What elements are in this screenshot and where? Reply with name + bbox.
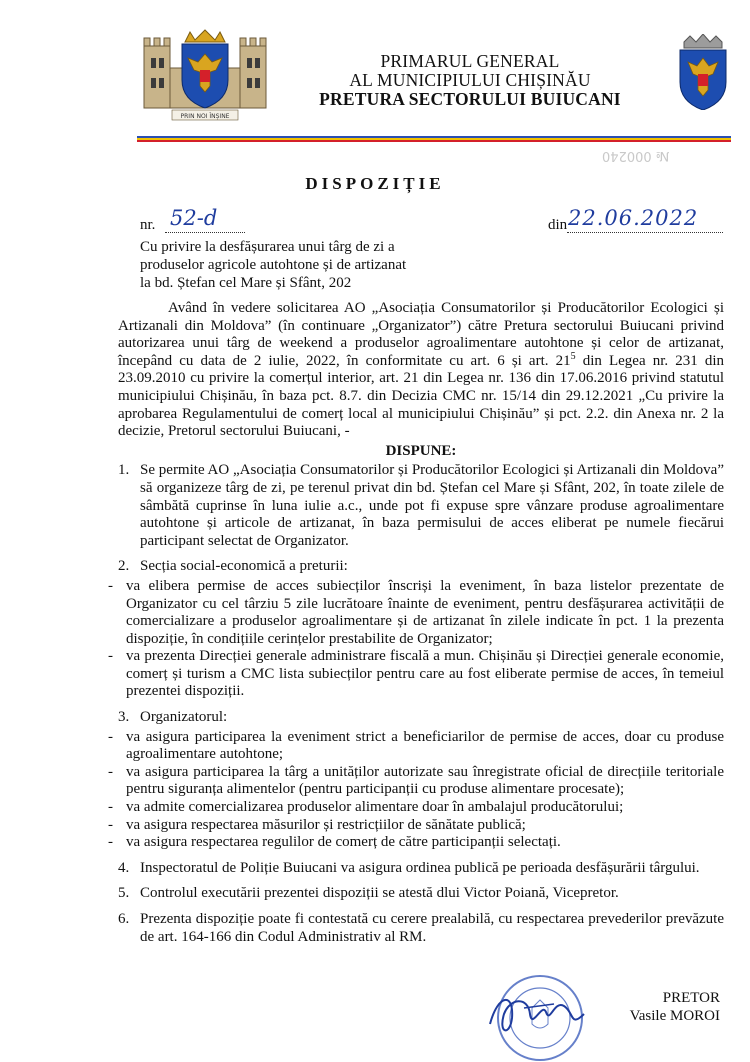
- sub-item: - va asigura participarea la eveniment strict a beneficiarilor de permise de acces, doar cu produse agroalimentare autohtone;: [108, 728, 724, 763]
- sub-item: - va asigura respectarea regulilor de comerț de către participanții selectați.: [108, 834, 561, 851]
- list-item: 5. Controlul executării prezentei dispoziții se atestă dlui Victor Poiană, Vicepretor.: [118, 885, 619, 902]
- document-date: 22.06.2022: [568, 206, 699, 230]
- svg-text:PRIN NOI ÎNȘINE: PRIN NOI ÎNȘINE: [180, 113, 230, 120]
- signer-title: PRETOR: [662, 990, 720, 1006]
- item-3-subitems: [104, 729, 724, 852]
- number-underline: [165, 232, 245, 233]
- dispune-heading: DISPUNE:: [385, 442, 457, 459]
- intro-paragraph: Având în vedere solicitarea AO „Asociația Consumatorilor și Producătorilor Ecologici și Artizanali din Moldova” (în continuare „Organizator”) către Pretura sectorului Buiucani privind autorizarea unui târg de weekend a produselor agroalimentare autohtone și celor de artizanat, începând cu data de 2 iulie, 2022, în conformitate cu art. 6 și art. $21^5$ din Legea nr. 231 din 23.09.2010 cu privire la comerțul interior, art. 21 din Legea nr. 136 din 17.06.2016 privind statutul municipiului Chișinău, în baza pct. 8.7. din Decizia CMC nr. 15/14 din 29.12.2021 „Cu privire la aprobarea Regulamentului de comerț local al municipiului Chișinău” și pct. 2.2. din Anexa nr. 2 la decizie, Pretorul sectorului Buiucani, -: [118, 300, 724, 440]
- header-line-2: AL MUNICIPIULUI CHIȘINĂU: [349, 70, 591, 90]
- institution-header: [300, 52, 640, 109]
- list-item: 3. Organizatorul:: [118, 709, 228, 726]
- date-underline: [567, 232, 723, 233]
- sub-item: - va admite comercializarea produselor alimentare doar în ambalajul producătorului;: [108, 799, 624, 816]
- tricolor-divider: [137, 136, 731, 142]
- list-item: 4. Inspectoratul de Poliție Buiucani va asigura ordinea publică pe perioada desfășurării târgului.: [118, 859, 700, 876]
- header-line-1: PRIMARUL GENERAL: [380, 51, 560, 71]
- signer-name: Vasile MOROI: [629, 1008, 720, 1024]
- document-number: 52-d: [170, 206, 218, 230]
- list-item: 2. Secția social-economică a preturii:: [118, 558, 348, 575]
- serial-number: № 000240: [602, 148, 670, 163]
- number-label: nr.: [140, 217, 156, 233]
- sub-item: - va asigura respectarea măsurilor și restricțiilor de sănătate publică;: [108, 816, 526, 833]
- document-title: DISPOZIȚIE: [305, 174, 445, 193]
- buiucani-coat-of-arms-icon: [676, 34, 730, 110]
- list-item: 1. Se permite AO „Asociația Consumatorilor și Producătorilor Ecologici și Artizanali din Moldova” să organizeze târg de zi, pe terenul privat din bd. Ștefan cel Mare și Sfânt, 202, în toate zilele de sâmbătă cuprinse în luna iulie a.c., unde pot fi expuse spre vânzare produse agroalimentare autohtone și articole de artizanat, în baza permisului de acces eliberat pe numele fiecărui participant selectat de Organizator.: [118, 462, 724, 549]
- document-body: [108, 300, 724, 954]
- chisinau-coat-of-arms-icon: [140, 28, 270, 124]
- sub-item: - va prezenta Direcției generale administrare fiscală a mun. Chișinău și Direcției generale economie, comerț și turism a CMC lista subiecților pentru care au fost eliberate permise de acces, în temeiul prezentei dispoziții.: [108, 648, 724, 700]
- list-item: 6. Prezenta dispoziție poate fi contestată cu cerere prealabilă, cu respectarea prevederilor prevăzute de art. 164-166 din Codul Administrativ al RM.: [118, 911, 724, 945]
- document-subject: Cu privire la desfășurarea unui târg de zi a produselor agricole autohtone și de artizanat la bd. Ștefan cel Mare și Sfânt, 202: [140, 239, 407, 291]
- header-line-3: PRETURA SECTORULUI BUIUCANI: [319, 89, 621, 109]
- handwritten-signature-icon: [484, 984, 594, 1044]
- sub-item: - va asigura participarea la târg a unităților autorizate sau înregistrate oficial de direcțiile teritoriale pentru siguranța alimentelor (pentru participanții cu produse alimentare procesate);: [108, 763, 724, 798]
- date-label: din: [548, 217, 568, 233]
- sub-item: - va elibera permise de acces subiecților înscriși la eveniment, în baza listelor prezentate de Organizator cu cel târziu 5 zile lucrătoare înainte de eveniment, pentru desfășurarea activității de comercializare a produselor agroalimentare și de artizanat în zilele indicate în pct. 1 la prezenta dispoziție, în condițiile cerințelor prestabilite de Organizator;: [108, 577, 724, 647]
- item-2-subitems: [104, 578, 724, 701]
